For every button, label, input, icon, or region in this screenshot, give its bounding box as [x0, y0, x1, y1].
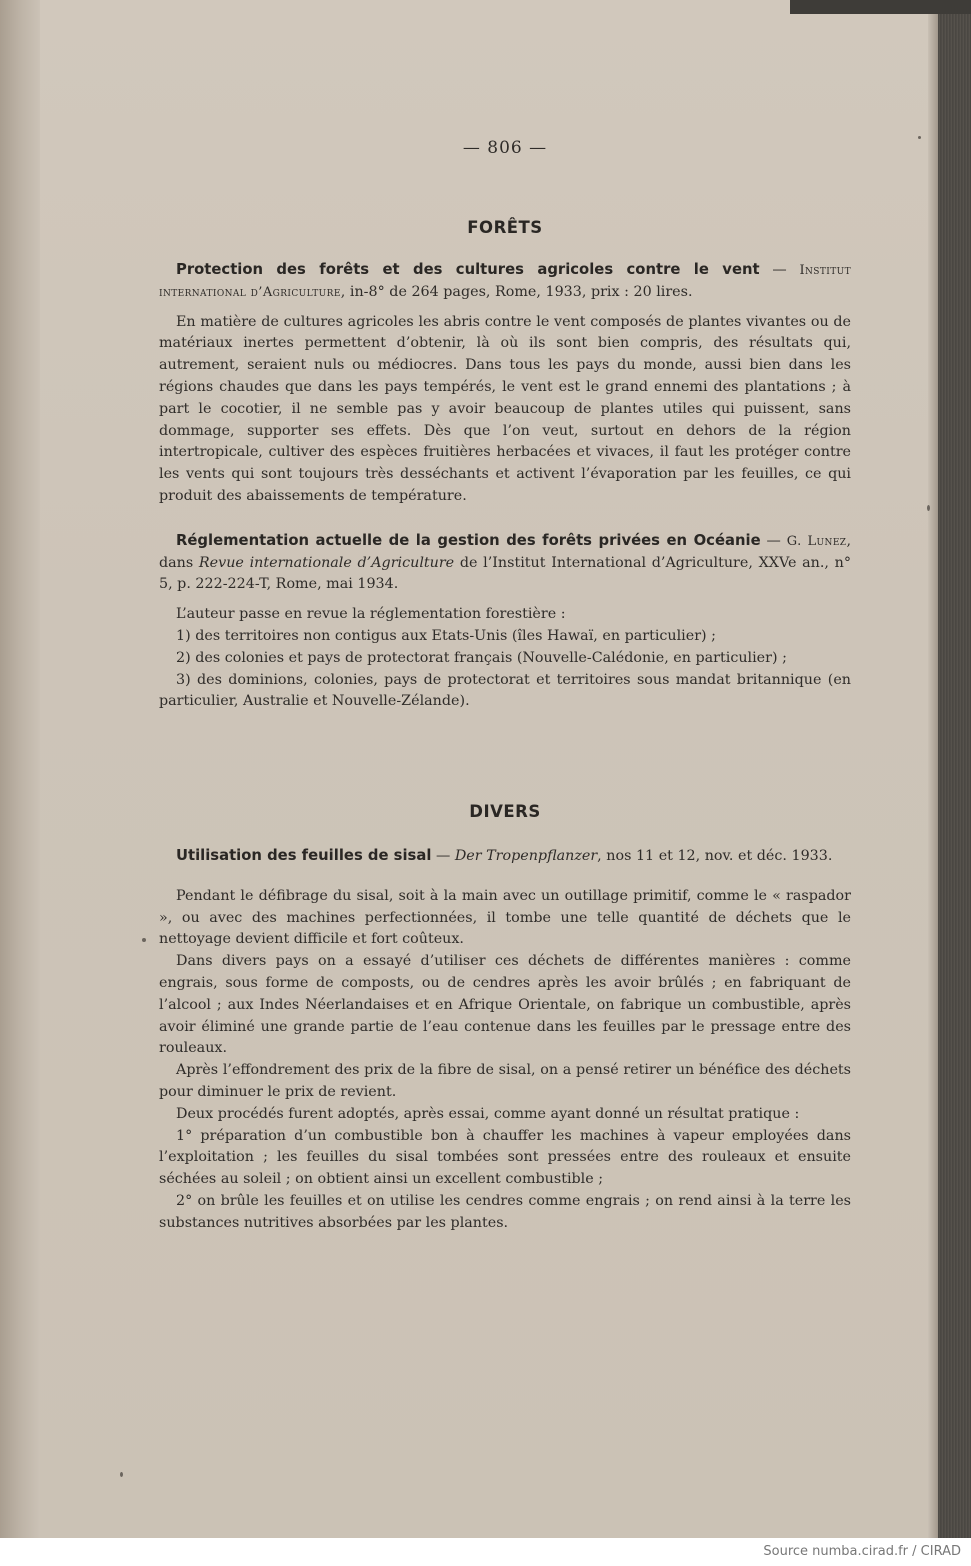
entry-heading: Utilisation des feuilles de sisal — [176, 847, 432, 864]
entry-heading: Réglementation actuelle de la gestion des forêts privées en Océanie — [176, 531, 761, 549]
entry-author: G. Lunez — [786, 533, 847, 549]
entry-details: , in-8° de 264 pages, Rome, 1933, prix : 20 lires. — [340, 283, 693, 300]
page-number: — 806 — — [462, 138, 548, 158]
list-item: 3) des dominions, colonies, pays de protectorat et territoires sous mandat britannique (en particulier, Australie et Nouvelle-Zélande). — [159, 671, 851, 710]
ink-speck — [120, 1472, 123, 1477]
paragraph: Deux procédés furent adoptés, après essai, comme ayant donné un résultat pratique : — [176, 1105, 800, 1122]
entry-details: de l’Institut International d’Agriculture, XXVe an., n° 5, p. 222-224-T, Rome, mai 1934. — [159, 554, 852, 593]
entry-author: Institut international d’Agriculture — [159, 263, 851, 300]
entry-reference: Protection des forêts et des cultures agricoles contre le vent — Institut international d’Agriculture, in-8° de 264 pages, Rome, 1933, prix : 20 lires. — [159, 261, 851, 300]
paragraph: L’auteur passe en revue la réglementation forestière : — [176, 606, 566, 623]
entry-details: , nos 11 et 12, nov. et déc. 1933. — [597, 848, 833, 864]
paragraph: 2° on brûle les feuilles et on utilise les cendres comme engrais ; on rend ainsi à la terre les substances nutritives absorbées par les plantes. — [159, 1192, 851, 1231]
ink-speck — [142, 938, 146, 942]
entry-connector: , dans — [159, 532, 851, 571]
section-title-divers: DIVERS — [469, 802, 541, 821]
entry-journal: Der Tropenpflanzer — [454, 848, 598, 864]
section-title-forets: FORÊTS — [467, 218, 543, 237]
list-item: 2) des colonies et pays de protectorat français (Nouvelle-Calédonie, en particulier) ; — [176, 649, 787, 666]
ink-speck — [918, 136, 921, 139]
entry-heading: Protection des forêts et des cultures agricoles contre le vent — [176, 261, 760, 278]
forets-entries — [159, 259, 851, 713]
entry-reference: Réglementation actuelle de la gestion des forêts privées en Océanie — G. Lunez, dans Revue internationale d’Agriculture de l’Institut International d’Agriculture, XXVe an., n° 5, p. 222-224-T, Rome, mai 1934. — [159, 531, 852, 593]
paragraph: Après l’effondrement des prix de la fibre de sisal, on a pensé retirer un bénéfice des déchets pour diminuer le prix de revient. — [159, 1062, 851, 1100]
source-credit: Source numba.cirad.fr / CIRAD — [763, 1544, 961, 1559]
paragraph: Dans divers pays on a essayé d’utiliser ces déchets de différentes manières : comme engrais, sous forme de composts, ou de cendres après les avoir brûlés ; en fabriquant de l’alcool ; aux Indes Néerlandaises et en Afrique Orientale, on fabrique un combustible, après avoir éliminé une grande partie de l’eau contenue dans les feuilles par le pressage entre des rouleaux. — [159, 953, 851, 1057]
entry-journal: Revue internationale d’Agriculture — [198, 554, 455, 571]
paragraph: Pendant le défibrage du sisal, soit à la main avec un outillage primitif, comme le « raspador », ou avec des machines perfectionnées, il tombe une telle quantité de déchets que le nettoyage devient difficile et fort coûteux. — [159, 887, 851, 948]
ink-speck — [927, 505, 930, 511]
entry-reference: Utilisation des feuilles de sisal — Der Tropenpflanzer, nos 11 et 12, nov. et déc. 1933. — [176, 847, 833, 864]
paragraph: En matière de cultures agricoles les abris contre le vent composés de plantes vivantes ou de matériaux inertes permettent d’obtenir, là où ils sont bien compris, des résultats qui, autrement, seraient nuls ou médiocres. Dans tous les pays du monde, aussi bien dans les régions chaudes que dans les pays tempérés, le vent est le grand ennemi des plantations ; à part le cocotier, il ne semble pas y avoir beaucoup de plantes utiles qui puissent, sans dommage, supporter ses effets. Dès que l’on veut, surtout en dehors de la région intertropicale, cultiver des espèces fruitières herbacées et vivaces, il faut les protéger contre les vents qui sont toujours très desséchants et activent l’évaporation par les feuilles, ce qui produit des abaissements de température. — [159, 313, 851, 504]
divers-entries — [159, 845, 851, 1235]
paragraph: 1° préparation d’un combustible bon à chauffer les machines à vapeur employées dans l’exploitation ; les feuilles du sisal tombées sont pressées entre des rouleaux et ensuite séchées au soleil ; on obtient ainsi un excellent combustible ; — [159, 1127, 851, 1188]
list-item: 1) des territoires non contigus aux Etats-Unis (îles Hawaï, en particulier) ; — [176, 627, 716, 644]
